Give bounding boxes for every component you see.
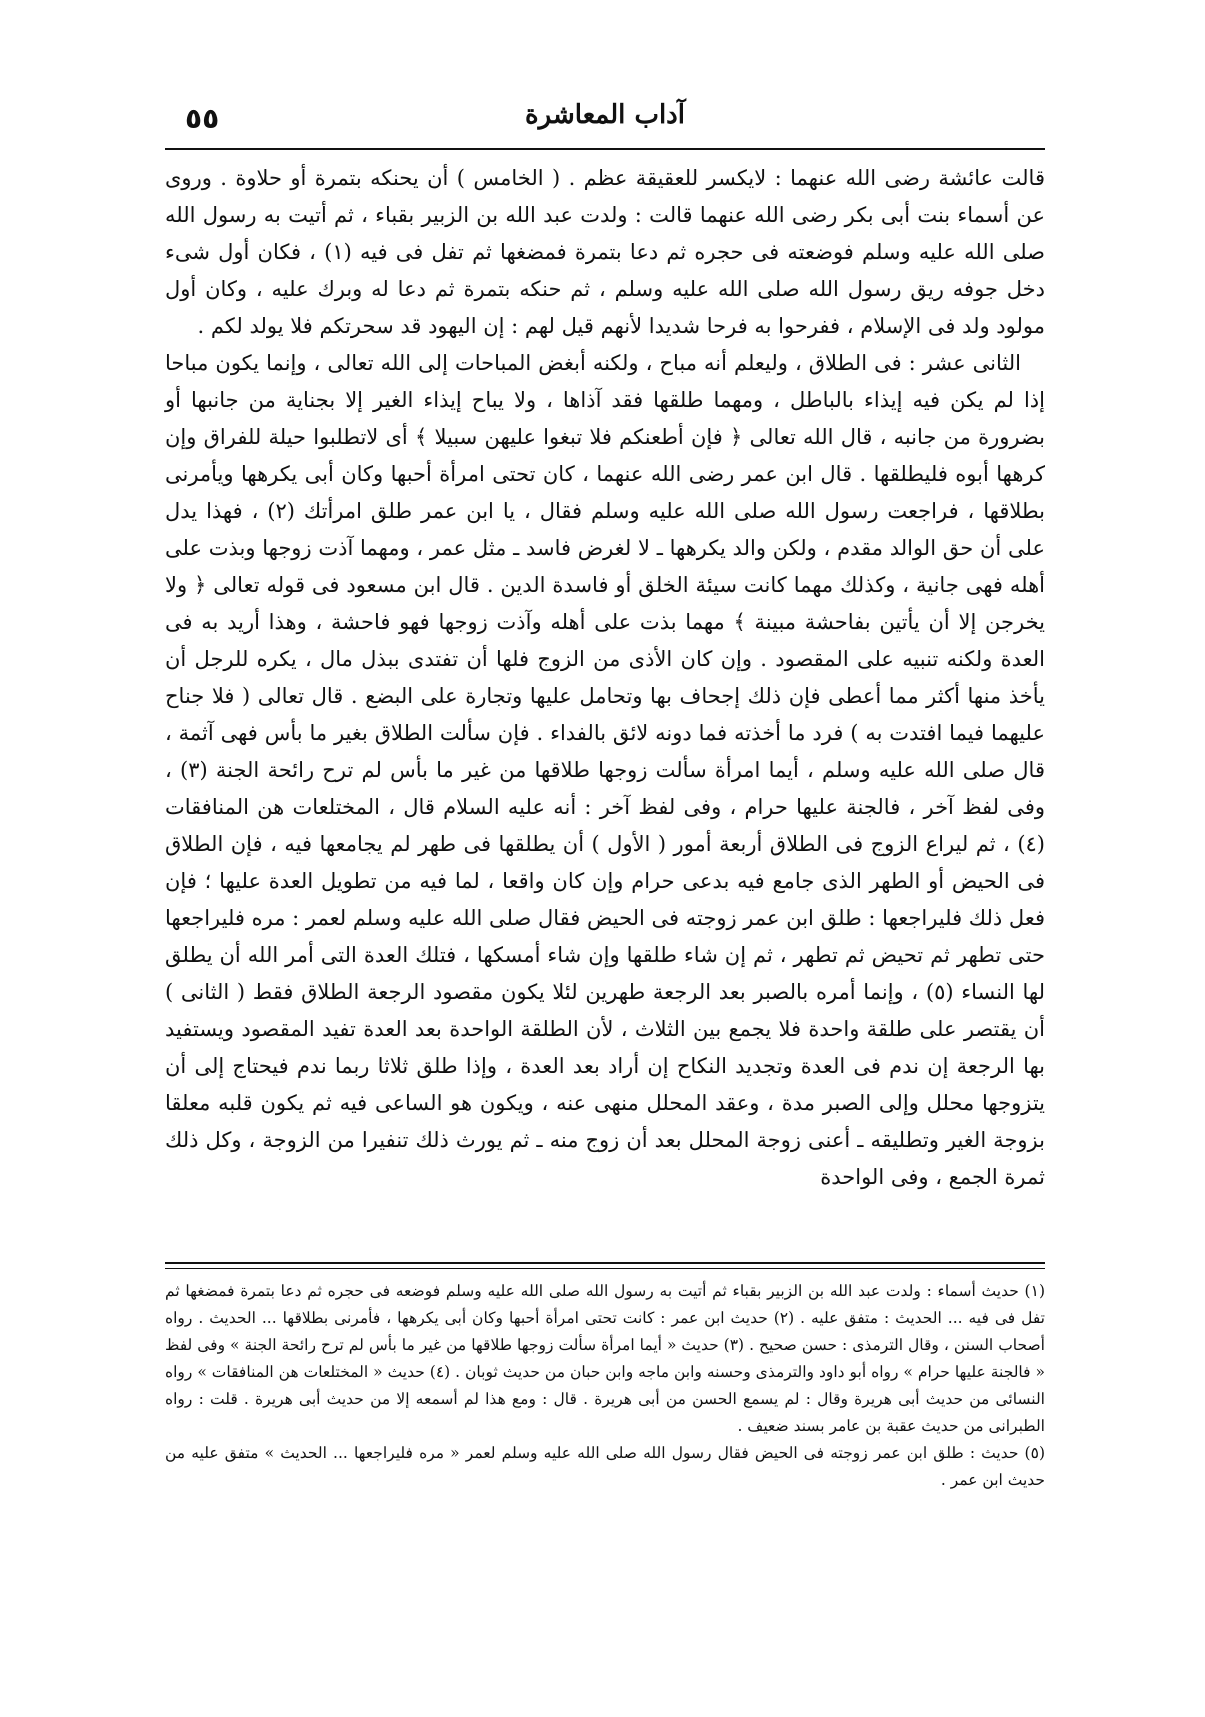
running-title: آداب المعاشرة: [525, 100, 685, 130]
footnote-rule: [165, 1262, 1045, 1264]
paragraph-1: قالت عائشة رضى الله عنهما : لايكسر للعقيقة عظم . ( الخامس ) أن يحنكه بتمرة أو حلاوة . وروى عن أسماء بنت أبى بكر رضى الله عنهما قالت : ولدت عبد الله بن الزبير بقباء ، ثم أتيت به رسول الله صلى الله عليه وسلم فوضعته فى حجره ثم دعا بتمرة فمضغها ثم تفل فى فيه (١) ، فكان أول شىء دخل جوفه ريق رسول الله صلى الله عليه وسلم ، ثم حنكه بتمرة ثم دعا له وبرك عليه ، وكان أول مولود ولد فى الإسلام ، ففرحوا به فرحا شديدا لأنهم قيل لهم : إن اليهود قد سحرتكم فلا يولد لكم .: [165, 166, 1046, 338]
page-number: ٥٥: [185, 102, 220, 135]
main-text: [165, 160, 1045, 1196]
page-header: [165, 96, 1045, 142]
paragraph-2: الثانى عشر : فى الطلاق ، وليعلم أنه مباح ، ولكنه أبغض المباحات إلى الله تعالى ، وإنما يكون مباحا إذا لم يكن فيه إيذاء بالباطل ، ومهما طلقها فقد آذاها ، ولا يباح إيذاء الغير إلا بجناية من جانبها أو بضرورة من جانبه ، قال الله تعالى ﴿ فإن أطعنكم فلا تبغوا عليهن سبيلا ﴾ أى لاتطلبوا حيلة للفراق وإن كرهها أبوه فليطلقها . قال ابن عمر رضى الله عنهما ، كان تحتى امرأة أحبها وكان أبى يكرهها ويأمرنى بطلاقها ، فراجعت رسول الله صلى الله عليه وسلم فقال ، يا ابن عمر طلق امرأتك (٢) ، فهذا يدل على أن حق الوالد مقدم ، ولكن والد يكرهها ـ لا لغرض فاسد ـ مثل عمر ، ومهما آذت زوجها وبذت على أهله فهى جانية ، وكذلك مهما كانت سيئة الخلق أو فاسدة الدين . قال ابن مسعود فى قوله تعالى ﴿ ولا يخرجن إلا أن يأتين بفاحشة مبينة ﴾ مهما بذت على أهله وآذت زوجها فهو فاحشة ، وهذا أريد به فى العدة ولكنه تنبيه على المقصود . وإن كان الأذى من الزوج فلها أن تفتدى ببذل مال ، يكره للرجل أن يأخذ منها أكثر مما أعطى فإن ذلك إجحاف بها وتحامل عليها وتجارة على البضع . قال تعالى ( فلا جناح عليهما فيما افتدت به ) فرد ما أخذته فما دونه لائق بالفداء . فإن سألت الطلاق بغير ما بأس فهى آثمة ، قال صلى الله عليه وسلم ، أيما امرأة سألت زوجها طلاقها من غير ما بأس لم ترح رائحة الجنة (٣) ، وفى لفظ آخر ، فالجنة عليها حرام ، وفى لفظ آخر : أنه عليه السلام قال ، المختلعات هن المنافقات (٤) ، ثم ليراع الزوج فى الطلاق أربعة أمور ( الأول ) أن يطلقها فى طهر لم يجامعها فيه ، فإن الطلاق فى الحيض أو الطهر الذى جامع فيه بدعى حرام وإن كان واقعا ، لما فيه من تطويل العدة عليها ؛ فإن فعل ذلك فليراجعها : طلق ابن عمر زوجته فى الحيض فقال صلى الله عليه وسلم لعمر : مره فليراجعها حتى تطهر ثم تحيض ثم تطهر ، ثم إن شاء طلقها وإن شاء أمسكها ، فتلك العدة التى أمر الله أن يطلق لها النساء (٥) ، وإنما أمره بالصبر بعد الرجعة طهرين لئلا يكون مقصود الرجعة الطلاق فقط ( الثانى ) أن يقتصر على طلقة واحدة فلا يجمع بين الثلاث ، لأن الطلقة الواحدة بعد العدة تفيد المقصود ويستفيد بها الرجعة إن ندم فى العدة وتجديد النكاح إن أراد بعد العدة ، وإذا طلق ثلاثا ربما ندم فيحتاج إلى أن يتزوجها محلل وإلى الصبر مدة ، وعقد المحلل منهى عنه ، ويكون هو الساعى فيه ثم يكون قلبه معلقا بزوجة الغير وتطليقه ـ أعنى زوجة المحلل بعد أن زوج منه ـ ثم يورث ذلك تنفيرا من الزوجة ، وكل ذلك ثمرة الجمع ، وفى الواحدة: [165, 351, 1045, 1189]
footnote-block-1: (١) حديث أسماء : ولدت عبد الله بن الزبير بقباء ثم أتيت به رسول الله صلى الله عليه وسلم فوضعه فى حجره ثم دعا بتمرة فمضغها ثم تفل فى فيه ... الحديث : متفق عليه . (٢) حديث ابن عمر : كانت تحتى امرأة أحبها وكان أبى يكرهها ، فأمرنى بطلاقها ... الحديث . رواه أصحاب السنن ، وقال الترمذى : حسن صحيح . (٣) حديث « أيما امرأة سألت زوجها طلاقها من غير ما بأس لم ترح رائحة الجنة » وفى لفظ « فالجنة عليها حرام » رواه أبو داود والترمذى وحسنه وابن ماجه وابن حبان من حديث ثوبان . (٤) حديث « المختلعات هن المنافقات » رواه النسائى من حديث أبى هريرة وقال : لم يسمع الحسن من أبى هريرة . قال : ومع هذا لم أسمعه إلا من حديث أبى هريرة . قلت : رواه الطبرانى من حديث عقبة بن عامر بسند ضعيف .: [165, 1282, 1045, 1435]
header-rule: [165, 148, 1045, 150]
footnotes: [165, 1278, 1045, 1494]
footnote-rule-thin: [165, 1268, 1045, 1269]
footnote-block-2: (٥) حديث : طلق ابن عمر زوجته فى الحيض فقال رسول الله صلى الله عليه وسلم لعمر « مره فليراجعها ... الحديث » متفق عليه من حديث ابن عمر .: [165, 1444, 1045, 1489]
